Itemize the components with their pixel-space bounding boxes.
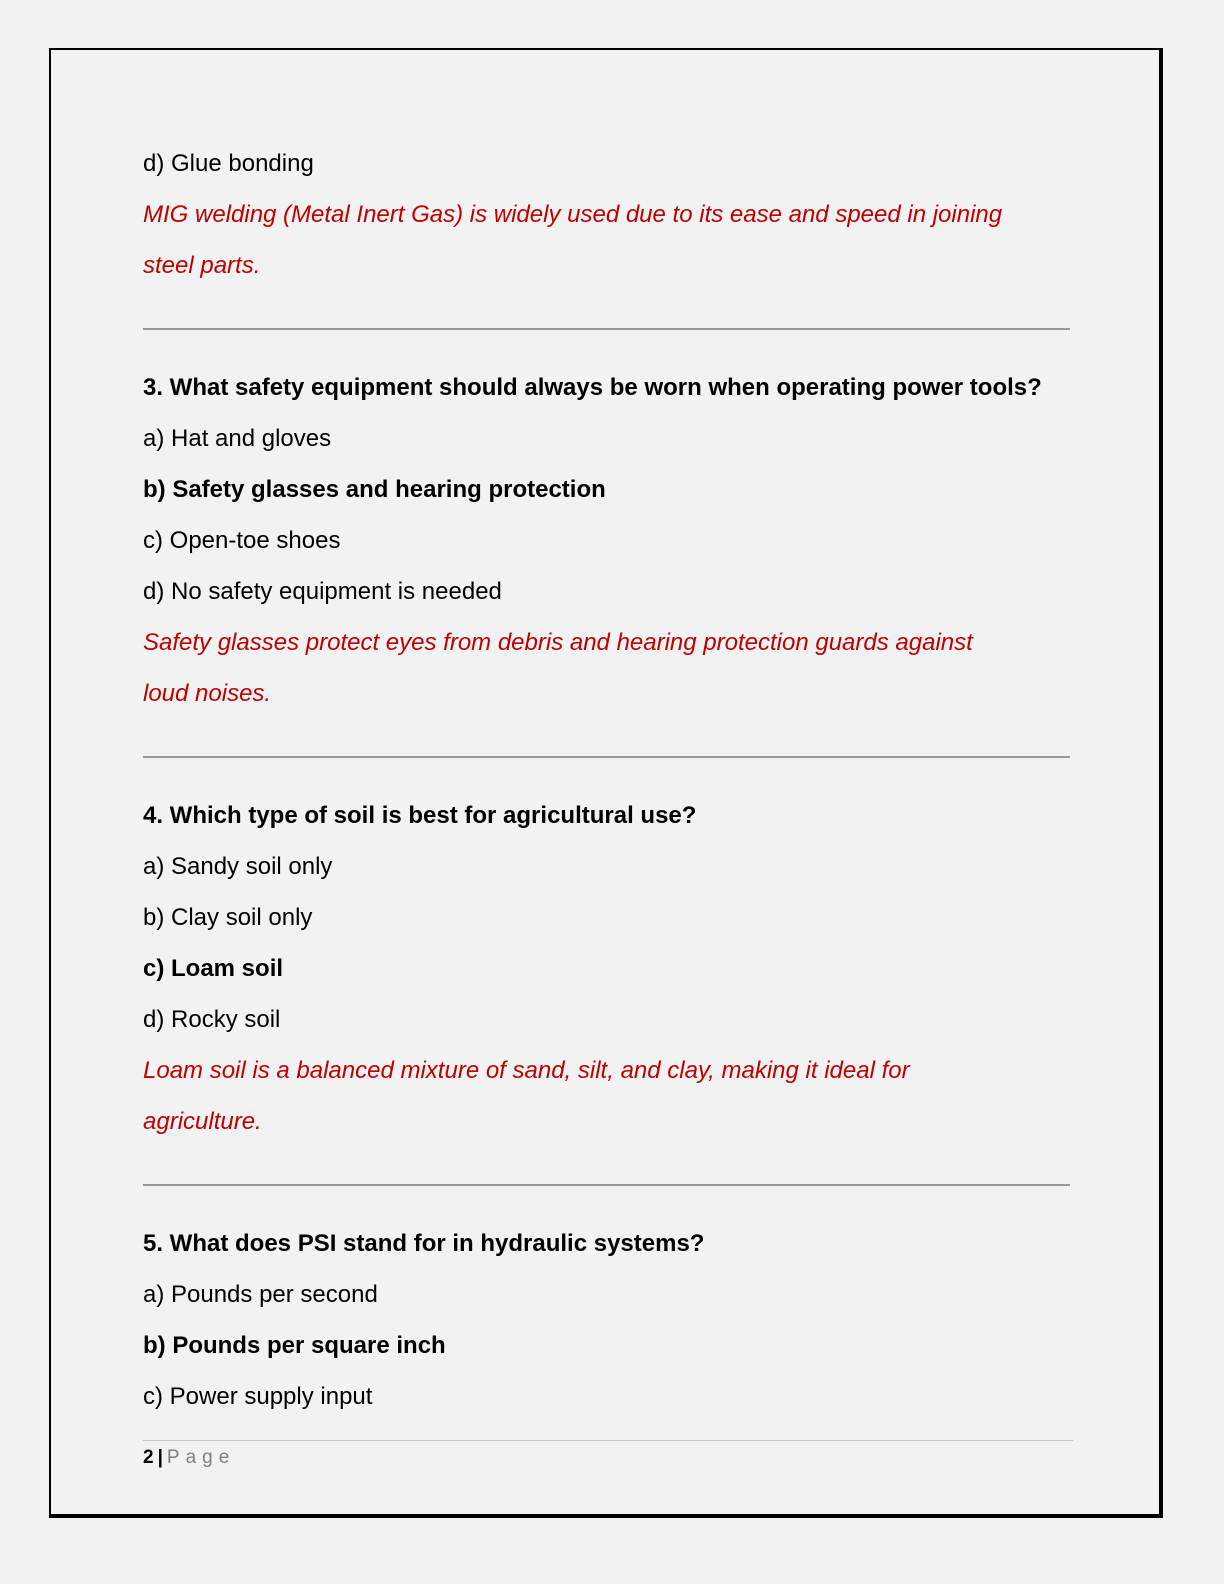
correct-answer-option: b) Safety glasses and hearing protection	[143, 476, 606, 503]
page-number: 2	[143, 1447, 154, 1468]
explanation-text: loud noises.	[143, 680, 272, 707]
footer-separator: |	[157, 1447, 163, 1468]
correct-answer-option: c) Loam soil	[143, 955, 284, 982]
answer-option: b) Clay soil only	[143, 904, 313, 931]
explanation-text: MIG welding (Metal Inert Gas) is widely used due to its ease and speed in joining	[143, 201, 1003, 228]
question-text: 3. What safety equipment should always be worn when operating power tools?	[143, 374, 1042, 401]
question-block	[143, 1218, 1073, 1422]
page-footer	[143, 1440, 1073, 1470]
section-divider	[143, 756, 1070, 758]
section-divider	[143, 328, 1070, 330]
question-text: 5. What does PSI stand for in hydraulic systems?	[143, 1230, 705, 1257]
answer-option: a) Sandy soil only	[143, 853, 333, 880]
explanation-text: Safety glasses protect eyes from debris and hearing protection guards against	[143, 629, 973, 656]
explanation-text: Loam soil is a balanced mixture of sand, silt, and clay, making it ideal for	[143, 1057, 910, 1084]
answer-option: d) Glue bonding	[143, 150, 314, 177]
question-block	[143, 138, 1073, 291]
explanation-text: steel parts.	[143, 252, 261, 279]
question-block	[143, 362, 1073, 719]
question-block	[143, 790, 1073, 1147]
question-text: 4. Which type of soil is best for agricultural use?	[143, 802, 697, 829]
page-content	[143, 138, 1073, 1422]
section-divider	[143, 1184, 1070, 1186]
answer-option: c) Open-toe shoes	[143, 527, 341, 554]
answer-option: d) No safety equipment is needed	[143, 578, 502, 605]
answer-option: c) Power supply input	[143, 1383, 373, 1410]
correct-answer-option: b) Pounds per square inch	[143, 1332, 446, 1359]
answer-option: d) Rocky soil	[143, 1006, 281, 1033]
explanation-text: agriculture.	[143, 1108, 262, 1135]
answer-option: a) Pounds per second	[143, 1281, 378, 1308]
page-label: Page	[166, 1447, 236, 1468]
answer-option: a) Hat and gloves	[143, 425, 332, 452]
